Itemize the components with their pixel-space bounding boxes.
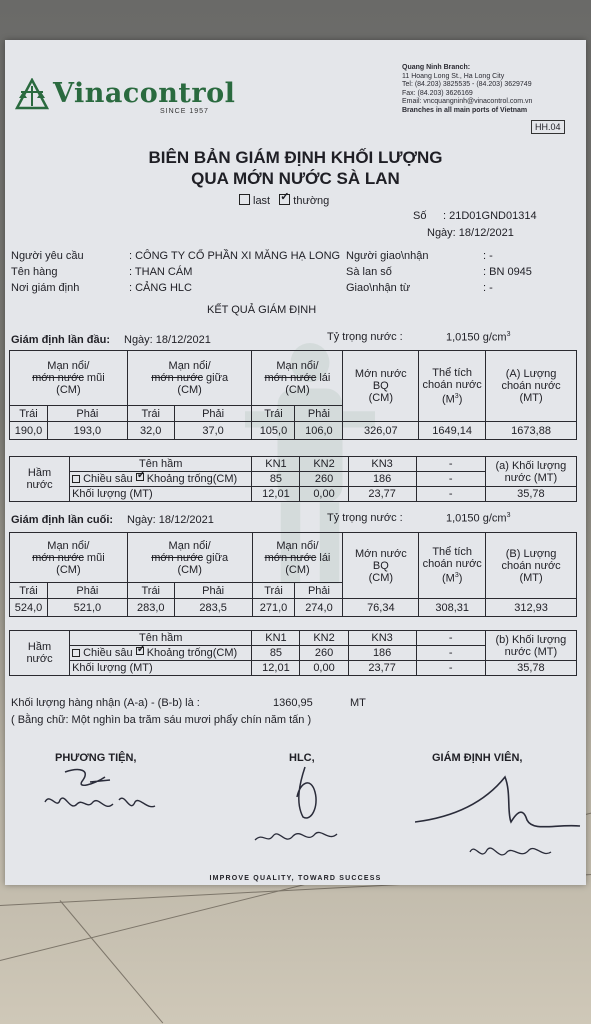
branch-contact-block [402,64,532,116]
first-inspection-label: Giám định lần đầu: [11,334,111,346]
last-depth-kn1: 85 [252,646,300,661]
last-mid-right: 283,5 [174,599,252,617]
first-bow-left: 190,0 [10,422,48,440]
first-mean-draft: 326,07 [343,422,419,440]
last-mass-kn4: - [416,661,485,676]
depth-checkbox[interactable] [72,475,80,483]
last-depth-kn3: 186 [348,646,416,661]
last-mid-header: Mạn nổi/ mớn nước giữa (CM) [127,533,252,583]
last-draft-table [9,532,577,617]
last-tank-table [9,630,577,676]
kn4-header: - [416,631,485,646]
first-density-label: Tỷ trọng nước : [327,331,403,343]
goods-label: Tên hàng [11,266,58,278]
amount-in-words: ( Bằng chữ: Một nghìn ba trăm sáu mươi phẩy chín năm tấn ) [11,714,312,726]
logo-since: SINCE 1957 [160,108,209,115]
last-mean-draft: 76,34 [343,599,419,617]
report-number: : 21D01GND01314 [443,210,537,222]
branch-email: Email: vncquangninh@vinacontrol.com.vn [402,98,533,106]
last-bow-left-header: Trái [10,583,48,599]
received-mass-label: Khối lượng hàng nhận (A-a) - (B-b) là : [11,697,200,709]
first-mean-header: Mớn nước BQ (CM) [343,351,419,422]
kn1-header: KN1 [252,457,300,472]
first-bow-right: 193,0 [47,422,127,440]
last-bow-header: Mạn nổi/ mớn nước mũi (CM) [10,533,128,583]
barge-label: Sà lan số [346,266,392,278]
document-title: BIÊN BẢN GIÁM ĐỊNH KHỐI LƯỢNG [148,148,443,167]
first-mid-left-header: Trái [127,406,174,422]
first-mid-right: 37,0 [174,422,252,440]
space-checkbox[interactable] [136,647,144,655]
vehicle-signature [35,762,165,832]
first-water-total: 35,78 [485,487,576,502]
first-volume-header: Thể tích choán nước $(M^3)$ [419,351,486,422]
kn2-header: KN2 [300,631,348,646]
place-value: : CẢNG HLC [129,282,192,294]
first-bow-header: Mạn nổi/ mớn nước mũi (CM) [10,351,128,406]
last-checkbox[interactable] [239,194,250,205]
inspection-type-options [239,194,329,207]
from-label: Giao\nhận từ [346,282,411,294]
first-mass-kn3: 23,77 [348,487,416,502]
last-mid-left: 283,0 [127,599,174,617]
kn3-header: KN3 [348,457,416,472]
last-mid-left-header: Trái [127,583,174,599]
mass-row-label: Khối lượng (MT) [70,487,252,502]
first-depth-kn1: 85 [252,472,300,487]
report-number-label: Số [413,210,427,222]
first-draft-table [9,350,577,440]
first-displacement: 1673,88 [486,422,577,440]
depth-checkbox[interactable] [72,649,80,657]
first-stern-left: 105,0 [252,422,295,440]
inspection-report-paper [5,40,586,885]
first-mass-kn2: 0,00 [300,487,348,502]
branch-fax: Fax: (84.203) 3626169 [402,89,473,97]
report-date: Ngày: 18/12/2021 [427,227,514,239]
last-stern-left: 271,0 [252,599,295,617]
last-density-label: Tỷ trọng nước : [327,512,403,524]
last-bow-left: 524,0 [10,599,48,617]
first-bow-left-header: Trái [10,406,48,422]
first-stern-right: 106,0 [295,422,343,440]
last-bow-right: 521,0 [47,599,127,617]
tank-label: Hầm nước [10,457,70,502]
last-density-value: 1,0150 $g/cm^3$ [446,512,511,525]
last-stern-right: 274,0 [295,599,343,617]
first-mid-header: Mạn nổi/ mớn nước giữa (CM) [127,351,252,406]
tank-name-header: Tên hầm [70,631,252,646]
first-inspection-date: Ngày: 18/12/2021 [124,334,211,346]
last-density-unit: g/cm [482,512,507,525]
kn4-header: - [416,457,485,472]
branch-ports: Branches in all main ports of Vietnam [402,106,528,114]
result-heading: KẾT QUẢ GIÁM ĐỊNH [207,304,317,316]
received-mass-value: 1360,95 [273,697,313,709]
from-value: : - [483,282,493,294]
form-code: HH.04 [531,120,565,134]
first-tank-table [9,456,577,502]
last-mass-kn2: 0,00 [300,661,348,676]
water-mass-header-b: (b) Khối lượng nước (MT) [485,631,576,661]
requester-value: : CÔNG TY CỔ PHẦN XI MĂNG HẠ LONG [129,250,341,262]
last-mid-right-header: Phải [174,583,252,599]
requester-label: Người yêu cầu [11,250,84,262]
kn2-header: KN2 [300,457,348,472]
last-displacement-header: (B) Lượng choán nước (MT) [486,533,577,599]
logo-wordmark: Vinacontrol [53,78,236,109]
first-depth-kn3: 186 [348,472,416,487]
vehicle-signatory-label: PHƯƠNG TIỆN, [55,752,137,764]
normal-checkbox[interactable] [279,194,290,205]
last-mass-kn1: 12,01 [252,661,300,676]
last-inspection-date: Ngày: 18/12/2021 [127,514,214,526]
inspector-signature [415,762,585,877]
first-displacement-header: (A) Lượng choán nước (MT) [486,351,577,422]
first-bow-right-header: Phải [47,406,127,422]
first-mid-right-header: Phải [174,406,252,422]
place-label: Nơi giám định [11,282,80,294]
water-mass-header-a: (a) Khối lượng nước (MT) [485,457,576,487]
hlc-signatory-label: HLC, [289,752,315,764]
first-volume: 1649,14 [419,422,486,440]
last-depth-kn2: 260 [300,646,348,661]
last-water-total: 35,78 [485,661,576,676]
branch-tel: Tel: (84.203) 3825535 - (84.203) 3629749 [402,81,532,89]
first-stern-left-header: Trái [252,406,295,422]
last-bow-right-header: Phải [47,583,127,599]
branch-address: 11 Hoang Long St., Ha Long City [402,72,505,80]
scales-logo-icon [15,78,49,110]
space-checkbox[interactable] [136,473,144,481]
last-volume: 308,31 [419,599,486,617]
depth-space-row-label: Chiều sâu ✓ Khoảng trống(CM) [70,646,252,661]
deliverer-value: : - [483,250,493,262]
last-stern-header: Mạn nổi/ mớn nước lái (CM) [252,533,343,583]
first-mass-kn1: 12,01 [252,487,300,502]
first-density-number: 1,0150 [446,331,480,344]
first-mid-left: 32,0 [127,422,174,440]
branch-title: Quang Ninh Branch: [402,64,471,71]
depth-space-row-label: Chiều sâu ✓ Khoảng trống(CM) [70,472,252,487]
company-motto: IMPROVE QUALITY, TOWARD SUCCESS [209,875,382,882]
first-density-value: 1,0150 $g/cm^3$ [446,331,511,344]
barge-value: : BN 0945 [483,266,532,278]
tank-label: Hầm nước [10,631,70,676]
last-stern-left-header: Trái [252,583,295,599]
kn1-header: KN1 [252,631,300,646]
first-mass-kn4: - [416,487,485,502]
last-stern-right-header: Phải [295,583,343,599]
deliverer-label: Người giao\nhận [346,250,429,262]
document-subtitle: QUA MỚN NƯỚC SÀ LAN [191,169,400,188]
last-volume-header: Thể tích choán nước $(M^3)$ [419,533,486,599]
first-density-unit: g/cm [482,331,507,344]
last-inspection-label: Giám định lần cuối: [11,514,114,526]
first-depth-kn2: 260 [300,472,348,487]
received-mass-unit: MT [350,697,366,709]
mass-row-label: Khối lượng (MT) [70,661,252,676]
first-stern-right-header: Phải [295,406,343,422]
normal-option-label: thường [293,195,330,207]
first-depth-kn4: - [416,472,485,487]
last-displacement: 312,93 [486,599,577,617]
kn3-header: KN3 [348,631,416,646]
last-mean-header: Mớn nước BQ (CM) [343,533,419,599]
goods-value: : THAN CÁM [129,266,193,278]
inspector-signatory-label: GIÁM ĐỊNH VIÊN, [432,752,523,764]
last-depth-kn4: - [416,646,485,661]
first-stern-header: Mạn nổi/ mớn nước lái (CM) [252,351,343,406]
hlc-signature [245,762,355,852]
tank-name-header: Tên hầm [70,457,252,472]
last-option-label: last [253,195,271,207]
last-mass-kn3: 23,77 [348,661,416,676]
last-density-number: 1,0150 [446,512,480,525]
